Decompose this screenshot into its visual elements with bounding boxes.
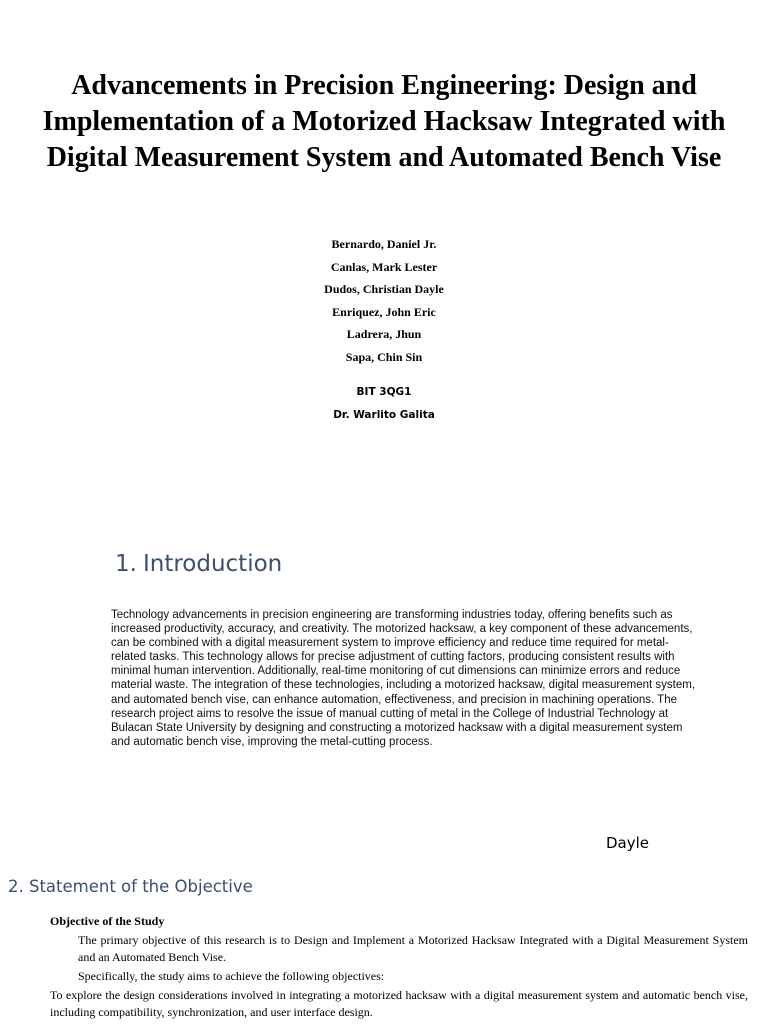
- author-name: Ladrera, Jhun: [346, 327, 422, 342]
- document-title: Advancements in Precision Engineering: Design and Implementation of a Motorized Hacksaw Integrated with Digital Measurement System and Automated Bench Vise: [42, 70, 726, 173]
- stray-text: Dayle: [606, 834, 650, 852]
- objective-item: To explore the design considerations involved in integrating a motorized hacksaw with a digital measurement system and automatic bench vise, including compatibility, synchronization, and user interface design.: [50, 988, 748, 1019]
- specific-objectives-intro: Specifically, the study aims to achieve the following objectives:: [78, 969, 385, 983]
- author-name: Sapa, Chin Sin: [345, 349, 423, 364]
- adviser-name: Dr. Warlito Galita: [333, 409, 435, 421]
- author-name: Bernardo, Daniel Jr.: [331, 237, 437, 251]
- class-section: BIT 3QG1: [356, 386, 412, 398]
- author-name: Canlas, Mark Lester: [330, 259, 438, 274]
- introduction-body: Technology advancements in precision engineering are transforming industries today, offering benefits such as increased productivity, accuracy, and creativity. The motorized hacksaw, a key component of these advancements, can be combined with a digital measurement system to improve efficiency and reduce time required for metal-related tasks. This technology allows for precise adjustment of cutting factors, producing consistent results with minimal human intervention. Additionally, real-time monitoring of cut dimensions can minimize errors and reduce material waste. The integration of these technologies, including a motorized hacksaw, digital measurement system, and automated bench vise, can enhance automation, effectiveness, and precision in machining operations. The research project aims to resolve the issue of manual cutting of metal in the College of Industrial Technology at Bulacan State University by designing and constructing a motorized hacksaw with a digital measurement system and automatic bench vise, improving the metal-cutting process.: [111, 609, 696, 748]
- primary-objective: The primary objective of this research is to Design and Implement a Motorized Hacksaw Integrated with a Digital Measurement System and an Automated Bench Vise.: [78, 933, 748, 964]
- objective-subheading: Objective of the Study: [50, 914, 165, 928]
- section-number: 1.: [115, 551, 137, 577]
- objective-heading: 2. Statement of the Objective: [8, 877, 253, 896]
- author-list: [0, 233, 768, 369]
- author-name: Dudos, Christian Dayle: [324, 282, 444, 297]
- introduction-heading: [115, 549, 282, 579]
- author-name: Enriquez, John Eric: [332, 304, 436, 319]
- section-title: Introduction: [142, 551, 283, 577]
